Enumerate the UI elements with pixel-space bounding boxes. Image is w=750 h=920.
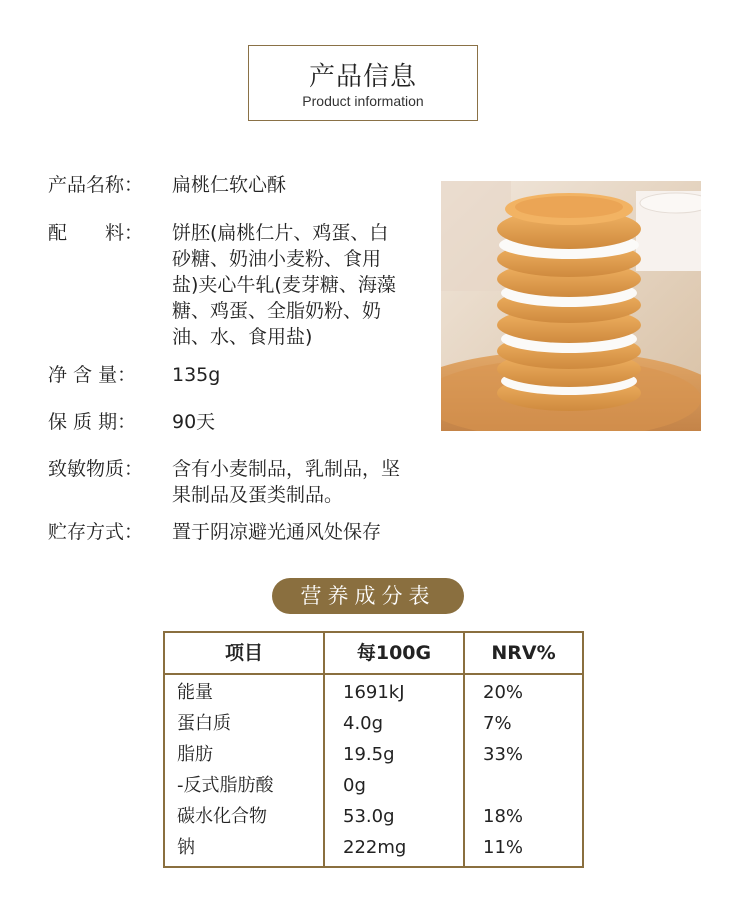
- table-cell: 18%: [483, 806, 524, 827]
- table-row: [165, 739, 582, 770]
- table-cell: 碳水化合物: [177, 806, 267, 827]
- info-label: 致敏物质：: [48, 458, 144, 480]
- section-title: 产品信息: [308, 62, 417, 92]
- table-header-row: [165, 633, 582, 675]
- value-line: 135g: [172, 364, 221, 386]
- table-cell: 4.0g: [343, 713, 384, 734]
- table-cell: 钠: [177, 837, 195, 858]
- value-line: 置于阴凉避光通风处保存: [172, 521, 382, 543]
- table-row: [165, 677, 582, 708]
- table-cell: 脂肪: [177, 744, 213, 765]
- table-cell: 11%: [483, 837, 524, 858]
- table-header-per100: 每100G: [356, 642, 432, 664]
- table-cell: 19.5g: [343, 744, 395, 765]
- table-cell: 33%: [483, 744, 524, 765]
- nutrition-title: 营养成分表: [272, 578, 464, 614]
- info-value: [172, 220, 422, 350]
- table-cell: 能量: [177, 682, 213, 703]
- value-line: 90天: [172, 411, 216, 433]
- table-cell: 20%: [483, 682, 524, 703]
- value-line: 盐)夹心牛轧(麦芽糖、海藻: [172, 274, 396, 296]
- table-cell: 222mg: [343, 837, 407, 858]
- value-line: 含有小麦制品，乳制品，坚: [172, 458, 401, 480]
- table-cell: 1691kJ: [343, 682, 405, 703]
- info-value: [172, 519, 422, 545]
- value-line: 砂糖、奶油小麦粉、食用: [172, 248, 382, 270]
- info-value: [172, 456, 422, 508]
- section-subtitle: Product information: [302, 93, 424, 109]
- product-photo: [441, 181, 701, 431]
- table-row: [165, 770, 582, 801]
- info-value: [172, 172, 422, 198]
- value-line: 饼胚(扁桃仁片、鸡蛋、白: [172, 222, 389, 244]
- table-header-item: 项目: [224, 642, 263, 664]
- value-line: 果制品及蛋类制品。: [172, 484, 344, 506]
- table-cell: -反式脂肪酸: [177, 775, 274, 796]
- table-row: [165, 708, 582, 739]
- value-line: 油、水、食用盐): [172, 326, 313, 348]
- value-line: 糖、鸡蛋、全脂奶粉、奶: [172, 300, 382, 322]
- table-header-nrv: NRV%: [491, 642, 556, 664]
- info-label: 保 质 期：: [48, 411, 137, 433]
- nutrition-table: [163, 631, 584, 868]
- info-label: 贮存方式：: [48, 521, 144, 543]
- table-cell: 蛋白质: [177, 713, 231, 734]
- info-value: [172, 409, 422, 435]
- info-label: 净 含 量：: [48, 364, 137, 386]
- info-label: 配 料：: [48, 222, 144, 244]
- info-label: 产品名称：: [48, 174, 144, 196]
- info-value: [172, 362, 422, 388]
- table-row: [165, 832, 582, 863]
- table-cell: 7%: [483, 713, 512, 734]
- header-box: [248, 45, 478, 121]
- table-row: [165, 801, 582, 832]
- value-line: 扁桃仁软心酥: [172, 174, 287, 196]
- table-cell: 53.0g: [343, 806, 395, 827]
- table-cell: 0g: [343, 775, 366, 796]
